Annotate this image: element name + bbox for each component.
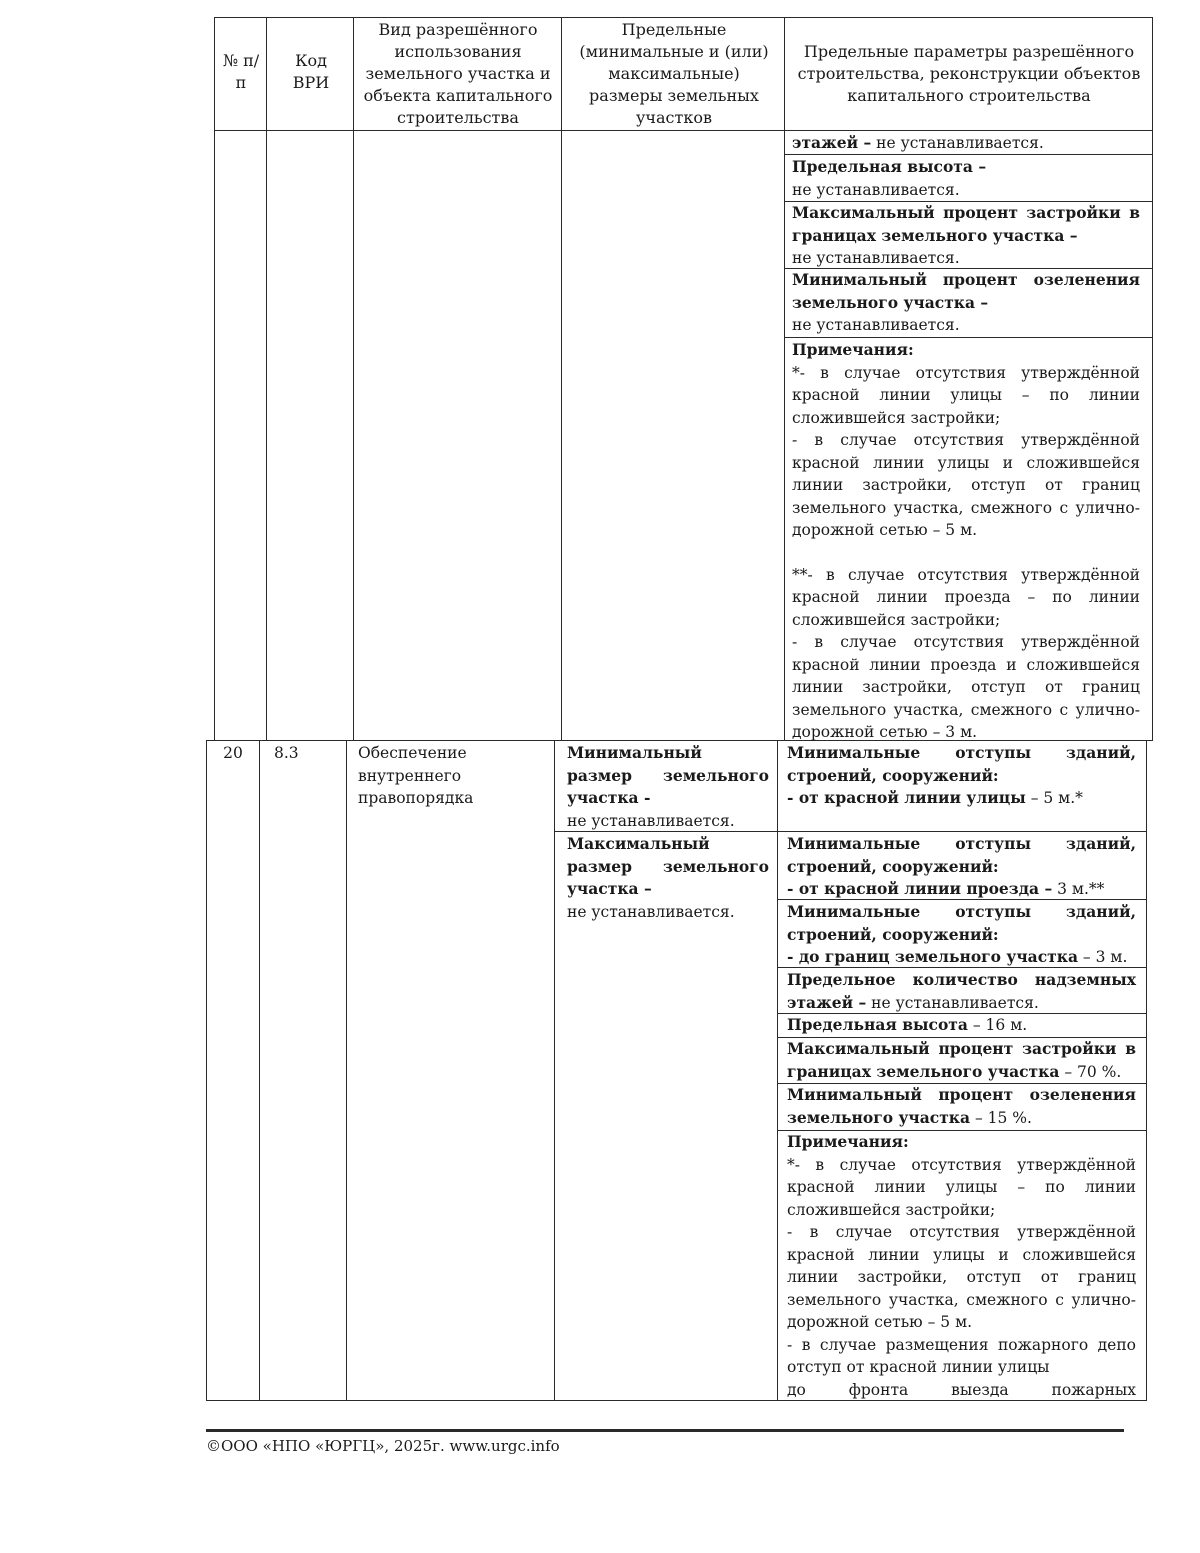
row-type: Обеспечение внутреннего правопорядка (358, 744, 474, 807)
param-floors: Предельное количество надземных этажей – не устанавливается. (787, 970, 1136, 1012)
header-num: № п/п (222, 51, 260, 92)
max-size: Максимальный размер земельного участка – не устанавливается. (567, 834, 769, 921)
header-params: Предельные параметры разрешённого строительства, реконструкции объектов капитального строительства (797, 42, 1141, 105)
col-border (777, 740, 778, 1401)
param-build: Максимальный процент застройки в границах земельного участка – 70 %. (787, 1039, 1136, 1081)
param-setback-border: Минимальные отступы зданий, строений, сооружений: - до границ земельного участка – 3 м. (787, 902, 1136, 966)
min-size: Минимальный размер земельного участка - не устанавливается. (567, 743, 769, 830)
param-green-cont: Минимальный процент озеленения земельного участка – не устанавливается. (792, 270, 1140, 334)
col-border (1146, 740, 1147, 1401)
col-border (554, 740, 555, 1401)
row-num: 20 (223, 744, 243, 762)
param-setback-street: Минимальные отступы зданий, строений, сооружений: - от красной линии улицы – 5 м.* (787, 743, 1136, 807)
col-border (1152, 17, 1153, 740)
row-code: 8.3 (274, 744, 299, 762)
col-border (784, 17, 785, 740)
col-border (206, 740, 207, 1401)
notes: Примечания: *- в случае отсутствия утверждённой красной линии улицы – по линии сложившейся застройки; - в случае отсутствия утверждённой красной линии улицы и сложившейся линии застройки, отступ от границ земельного участка, смежного с улично-дорожной сетью – 5 м. - в случае размещения пожарного депо отступ от красной линии улицы до фронта выезда пожарных (787, 1132, 1136, 1399)
row-border (784, 337, 1152, 338)
col-border (266, 17, 267, 740)
notes-cont: Примечания: *- в случае отсутствия утверждённой красной линии улицы – по линии сложившейся застройки; - в случае отсутствия утверждённой красной линии улицы и сложившейся линии застройки, отступ от границ земельного участка, смежного с улично-дорожной сетью – 5 м. **- в случае отсутствия утверждённой красной линии проезда – по линии сложившейся застройки; - в случае отсутствия утверждённой красной линии проезда и сложившейся линии застройки, отступ от границ земельного участка, смежного с улично-дорожной сетью – 3 м. (792, 340, 1140, 741)
param-green: Минимальный процент озеленения земельного участка – 15 %. (787, 1085, 1136, 1127)
param-height-cont: Предельная высота – не устанавливается. (792, 157, 987, 199)
header-sizes: Предельные (минимальные и (или) максимальные) размеры земельных участков (579, 20, 769, 127)
param-height: Предельная высота – 16 м. (787, 1015, 1028, 1034)
footer-rule (206, 1429, 1124, 1432)
col-border (214, 17, 215, 740)
header-bottom-border (214, 130, 1153, 131)
col-border (353, 17, 354, 740)
param-floors-cont: этажей – не устанавливается. (792, 133, 1044, 152)
param-build-cont: Максимальный процент застройки в границах земельного участка – не устанавливается. (792, 203, 1140, 267)
header-type: Вид разрешённого использования земельного участка и объекта капитального строительства (363, 20, 553, 127)
col-border (259, 740, 260, 1401)
col-border (346, 740, 347, 1401)
param-setback-passage: Минимальные отступы зданий, строений, сооружений: - от красной линии проезда – 3 м.** (787, 834, 1136, 898)
header-code: Код ВРИ (292, 51, 330, 92)
footer-copyright: ©ООО «НПО «ЮРГЦ», 2025г. www.urgc.info (206, 1437, 560, 1455)
col-border (561, 17, 562, 740)
table-top-border (214, 17, 1153, 18)
row-border (777, 831, 1146, 832)
